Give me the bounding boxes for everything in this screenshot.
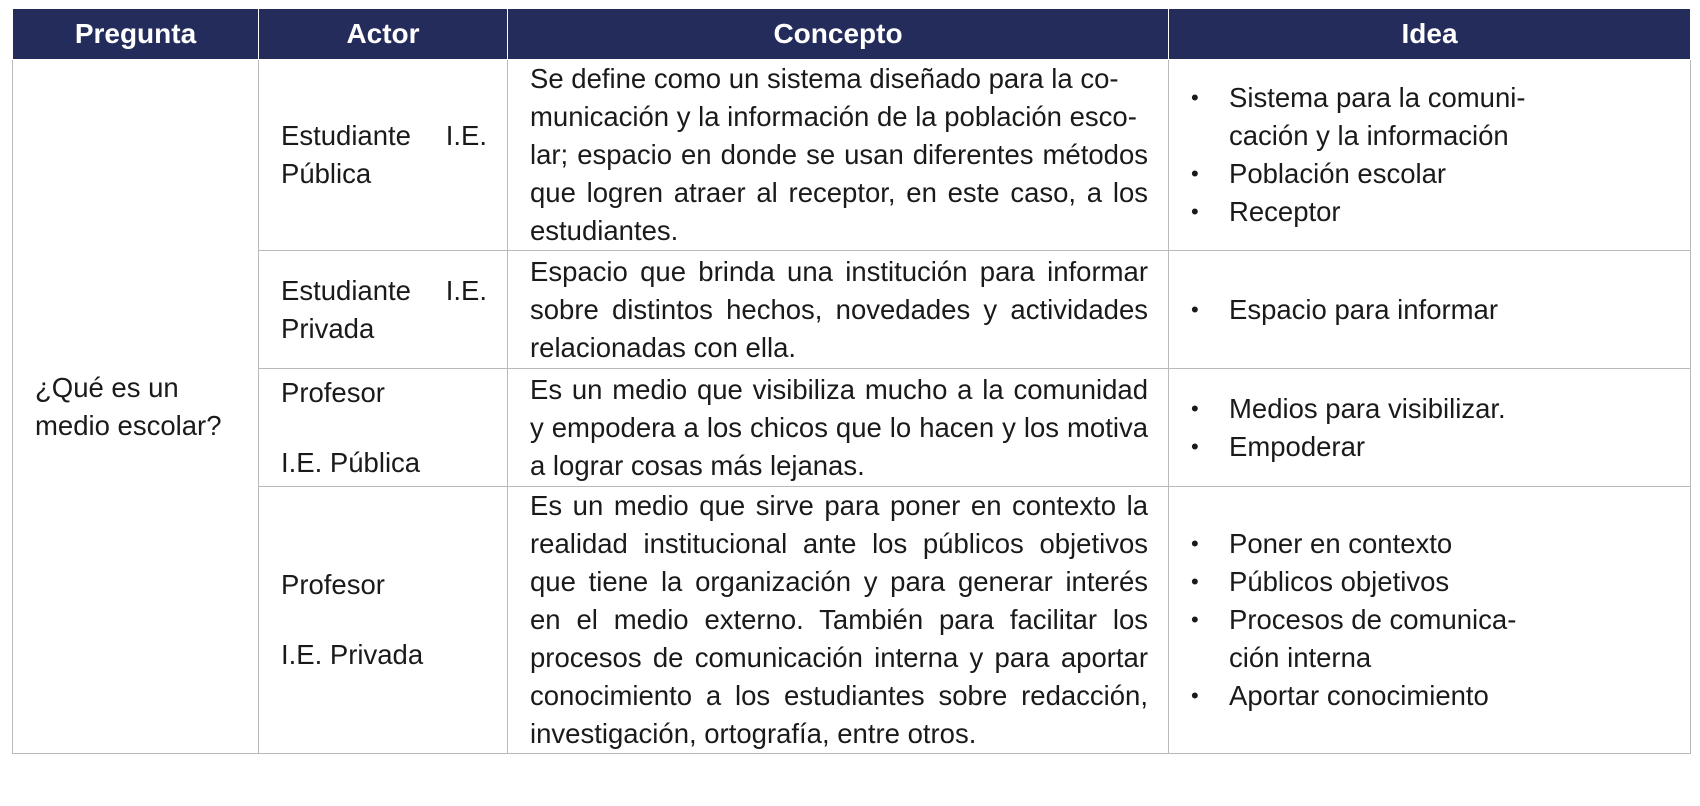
concepto-text: Es un medio que sirve para poner en contexto la realidad institucional ante los públicos objetivos que tiene la organización y para generar interés en el medio externo. También para facilitar los procesos de comunicación interna y para aportar conocimiento a los estudiantes sobre redacción, investigación, ortografía, entre otros. [530,490,1148,749]
actor-cell [259,60,508,251]
concepto-text: Se define como un sistema diseñado para la co- municación y la información de la población esco- lar; espacio en donde se usan diferentes métodos que logren atraer al receptor, en este caso, a los estudiantes. [530,63,1148,246]
actor-role: Estudiante [281,274,411,306]
actor-type: I.E. Privada [281,639,424,670]
concepto-cell [508,251,1169,369]
bullet-icon: • [1191,199,1199,224]
actor-type: Pública [281,158,372,189]
idea-text: Medios para visibilizar. [1229,392,1506,424]
pregunta-text: ¿Qué es un medio escolar? [35,371,222,441]
bullet-icon: • [1191,296,1199,322]
idea-text: Poner en contexto [1229,528,1453,559]
idea-item [1191,79,1674,155]
actor-role: Profesor [281,376,385,408]
idea-text: Aportar conocimiento [1229,680,1489,711]
actor-role: Estudiante [281,120,411,151]
idea-list [1191,390,1674,466]
idea-list [1191,79,1674,231]
bullet-icon: • [1191,433,1199,459]
header-actor: Actor [259,9,508,60]
idea-text: Población escolar [1229,158,1447,189]
header-concepto: Concepto [508,9,1169,60]
idea-text: Procesos de comunica- ción interna [1229,604,1517,673]
idea-text: Sistema para la comuni- cación y la información [1229,82,1526,151]
concepto-text: Espacio que brinda una institución para informar sobre distintos hechos, novedades y actividades relacionadas con ella. [530,255,1148,363]
bullet-icon: • [1191,395,1199,421]
table-row [13,251,1691,369]
concepto-cell [508,369,1169,487]
idea-item [1191,601,1674,677]
idea-item [1191,193,1674,231]
actor-type: I.E. Pública [281,446,421,478]
idea-cell [1169,251,1691,369]
header-row [13,9,1691,60]
idea-item [1191,155,1674,193]
concept-table [12,8,1691,754]
bullet-icon: • [1191,161,1199,186]
actor-cell [259,251,508,369]
bullet-icon: • [1191,607,1199,632]
bullet-icon: • [1191,85,1199,110]
idea-item [1191,390,1674,428]
bullet-icon: • [1191,683,1199,708]
concepto-cell [508,60,1169,251]
pregunta-cell [13,60,259,754]
actor-type: Privada [281,312,375,344]
idea-item [1191,525,1674,563]
idea-cell [1169,60,1691,251]
idea-item [1191,563,1674,601]
idea-list [1191,291,1674,329]
idea-text: Empoderar [1229,430,1366,462]
bullet-icon: • [1191,569,1199,594]
concepto-text: Es un medio que visibiliza mucho a la comunidad y empodera a los chicos que lo hacen y los motiva a lograr cosas más lejanas. [530,373,1148,481]
idea-text: Espacio para informar [1229,293,1499,325]
idea-item [1191,291,1674,329]
header-pregunta: Pregunta [13,9,259,60]
header-idea: Idea [1169,9,1691,60]
table-row [13,369,1691,487]
actor-role: Profesor [281,569,385,600]
actor-cell [259,487,508,754]
idea-list [1191,525,1674,715]
idea-item [1191,677,1674,715]
idea-cell [1169,369,1691,487]
actor-ie: I.E. [445,274,487,306]
concepto-cell [508,487,1169,754]
table-row [13,60,1691,251]
bullet-icon: • [1191,531,1199,556]
idea-cell [1169,487,1691,754]
idea-item [1191,428,1674,466]
idea-text: Receptor [1229,196,1341,227]
actor-cell [259,369,508,487]
actor-ie: I.E. [445,120,487,151]
table-row [13,487,1691,754]
idea-text: Públicos objetivos [1229,566,1450,597]
